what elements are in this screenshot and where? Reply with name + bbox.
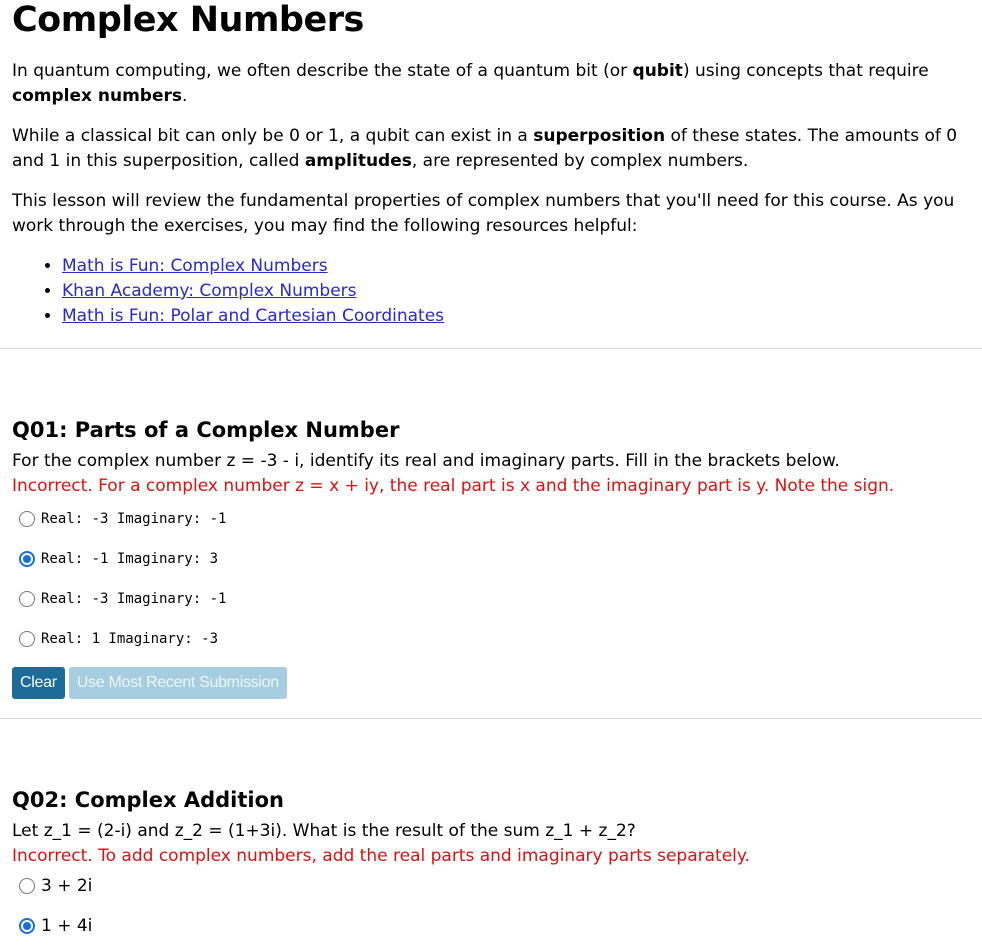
radio-button[interactable] <box>19 631 35 647</box>
use-most-recent-submission-button[interactable]: Use Most Recent Submission <box>69 667 287 699</box>
question-q02 <box>12 719 970 938</box>
intro-paragraph-1 <box>12 59 970 109</box>
resource-links <box>12 254 970 329</box>
clear-button[interactable]: Clear <box>12 667 65 699</box>
option-label: Real: -3 Imaginary: -1 <box>41 590 227 607</box>
question-prompt: Let z_1 = (2-i) and z_2 = (1+3i). What is the result of the sum z_1 + z_2? <box>12 821 636 841</box>
list-item <box>62 304 970 329</box>
term-amplitudes: amplitudes <box>304 151 412 171</box>
intro-text: of these states. The amounts of 0 and 1 in this superposition, called <box>12 126 958 171</box>
term-qubit: qubit <box>632 61 683 81</box>
radio-button-selected[interactable] <box>19 918 35 934</box>
radio-button[interactable] <box>19 511 35 527</box>
feedback-incorrect: Incorrect. For a complex number z = x + iy, the real part is x and the imaginary part is y. Note the sign. <box>12 476 895 496</box>
option-q01-2[interactable] <box>12 547 970 571</box>
page-title: Complex Numbers <box>12 0 364 40</box>
intro-text: While a classical bit can only be 0 or 1, a qubit can exist in a <box>12 126 534 146</box>
radio-group-q01 <box>12 507 970 651</box>
radio-button-selected[interactable] <box>19 551 35 567</box>
intro-text: . <box>182 86 188 106</box>
question-title: Q02: Complex Addition <box>12 788 284 812</box>
option-label: Real: -1 Imaginary: 3 <box>41 550 219 567</box>
link-math-is-fun-polar[interactable]: Math is Fun: Polar and Cartesian Coordinates <box>62 306 445 326</box>
list-item <box>62 254 970 279</box>
term-complex-numbers: complex numbers <box>12 86 182 106</box>
option-label: 1 + 4i <box>41 915 93 936</box>
option-label: Real: -3 Imaginary: -1 <box>41 510 227 527</box>
option-label: 3 + 2i <box>41 875 93 896</box>
term-superposition: superposition <box>533 126 666 146</box>
intro-text: ) using concepts that require <box>682 61 929 81</box>
link-math-is-fun-complex[interactable]: Math is Fun: Complex Numbers <box>62 256 328 276</box>
intro-text: , are represented by complex numbers. <box>411 151 749 171</box>
intro-paragraph-2 <box>12 124 970 174</box>
question-title: Q01: Parts of a Complex Number <box>12 418 400 442</box>
radio-button[interactable] <box>19 591 35 607</box>
intro-paragraph-3: This lesson will review the fundamental properties of complex numbers that you'll need for this course. As you work through the exercises, you may find the following resources helpful: <box>12 191 955 236</box>
radio-button[interactable] <box>19 878 35 894</box>
list-item <box>62 279 970 304</box>
radio-group-q02 <box>12 874 970 938</box>
option-q02-1[interactable] <box>12 874 970 898</box>
question-actions <box>12 667 970 699</box>
option-q01-1[interactable] <box>12 507 970 531</box>
question-prompt: For the complex number z = -3 - i, identify its real and imaginary parts. Fill in the brackets below. <box>12 451 840 471</box>
option-q02-2[interactable] <box>12 914 970 938</box>
intro-text: In quantum computing, we often describe the state of a quantum bit (or <box>12 61 633 81</box>
option-q01-3[interactable] <box>12 587 970 611</box>
question-q01 <box>12 349 970 699</box>
option-label: Real: 1 Imaginary: -3 <box>41 630 219 647</box>
feedback-incorrect: Incorrect. To add complex numbers, add the real parts and imaginary parts separately. <box>12 846 750 866</box>
option-q01-4[interactable] <box>12 627 970 651</box>
link-khan-academy-complex[interactable]: Khan Academy: Complex Numbers <box>62 281 357 301</box>
intro-section <box>12 59 970 239</box>
